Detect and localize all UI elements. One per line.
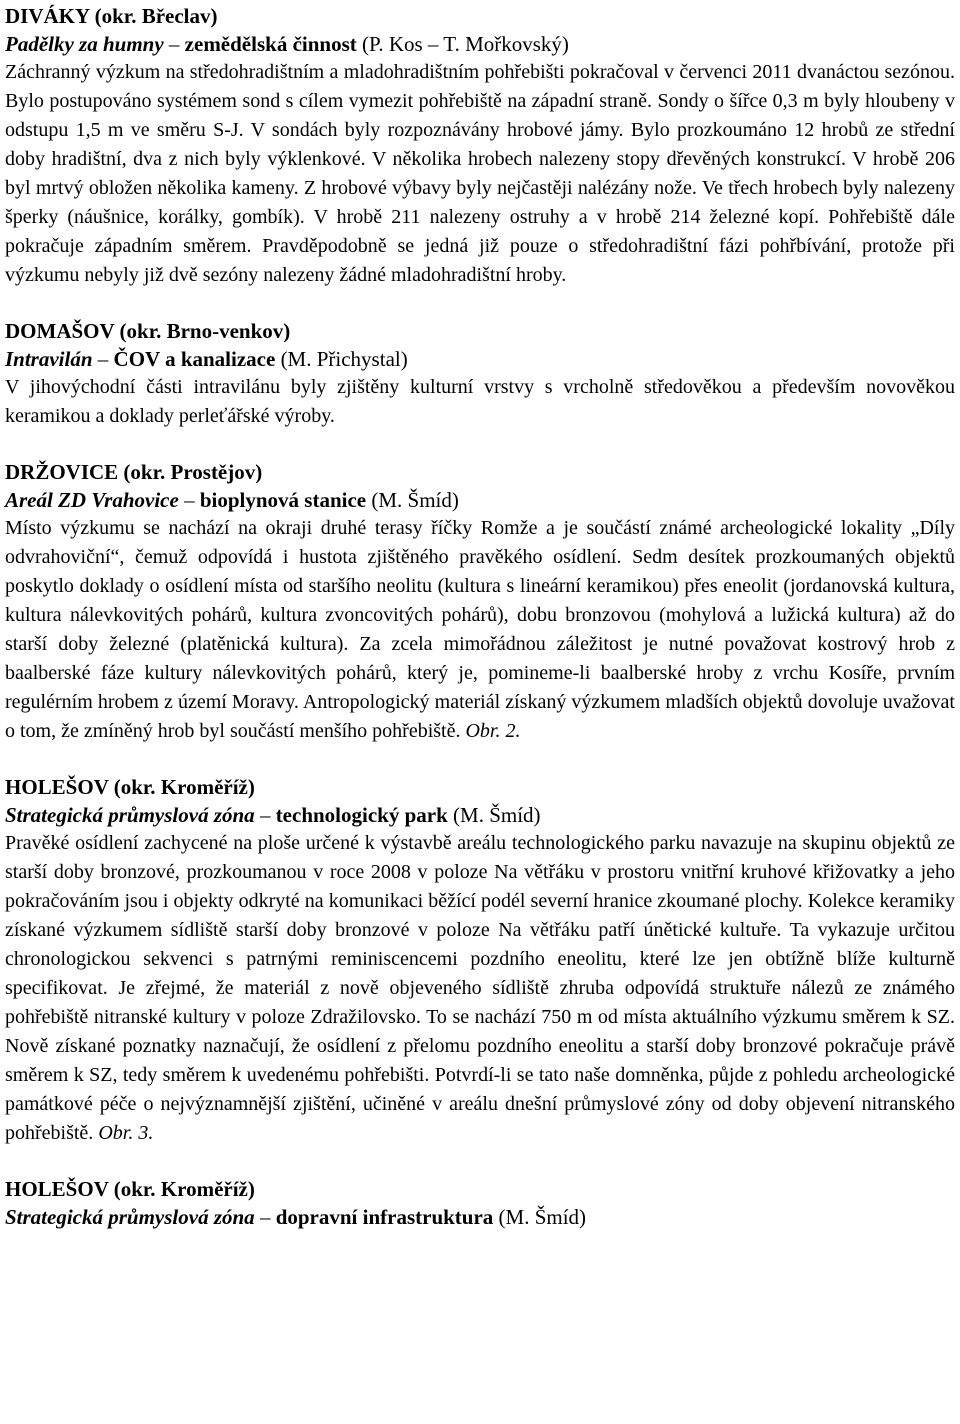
entry-site-line — [5, 30, 955, 58]
site-name: Areál ZD Vrahovice — [5, 488, 179, 512]
entry-site-line — [5, 1203, 955, 1231]
body-text: V jihovýchodní části intravilánu byly zjištěny kulturní vrstvy s vrcholně středověkou a především novověkou keramikou a doklady perleťářské výroby. — [5, 376, 955, 427]
entry-site-line — [5, 345, 955, 373]
entry-body — [5, 514, 955, 746]
dash: – — [92, 347, 114, 371]
action-name: technologický park — [275, 803, 448, 827]
entry-body — [5, 829, 955, 1148]
body-text: Pravěké osídlení zachycené na ploše určené k výstavbě areálu technologického parku navazuje na skupinu objektů ze starší doby bronzové, prozkoumanou v roce 2008 v poloze Na větřáku v prostoru vnitřní kruhové křižovatky a jeho pokračováním jsou i objekty odkryté na komunikaci běžící podél severní hranice zkoumané plochy. Kolekce keramiky získané výzkumem sídliště starší doby bronzové v poloze Na větřáku patří únětické kultuře. Ta vykazuje určitou chronologickou sekvenci s patrnými reminiscencemi pozdního eneolitu, které lze jen obtížně blíže kulturně specifikovat. Je zřejmé, že materiál z nově objeveného sídliště zhruba odpovídá struktuře nálezů ze známého pohřebiště nitranské kultury v poloze Zdražilovsko. To se nachází 750 m od místa aktuálního výzkumu směrem k SZ. Nově získané poznatky naznačují, že osídlení z přelomu pozdního eneolitu a starší doby bronzové pokračuje právě směrem k SZ, tedy směrem k uvedenému pohřebišti. Potvrdí-li se tato naše domněnka, půjde z pohledu archeologické památkové péče o nejvýznamnější zjištění, učiněné v areálu dnešní průmyslové zóny od doby objevení nitranského pohřebiště. — [5, 832, 955, 1144]
author: (M. Šmíd) — [493, 1205, 587, 1229]
site-name: Strategická průmyslová zóna — [5, 803, 255, 827]
entry-site-line — [5, 801, 955, 829]
dash: – — [163, 32, 185, 56]
entry-drzovice — [5, 458, 955, 746]
action-name: zemědělská činnost — [184, 32, 357, 56]
entry-place-heading: HOLEŠOV (okr. Kroměříž) — [5, 1177, 255, 1201]
entry-divaky — [5, 2, 955, 290]
entry-place-heading: HOLEŠOV (okr. Kroměříž) — [5, 775, 255, 799]
entry-place-heading: DIVÁKY (okr. Břeclav) — [5, 4, 218, 28]
site-name: Intravilán — [5, 347, 93, 371]
body-text: Místo výzkumu se nachází na okraji druhé terasy říčky Romže a je součástí známé archeologické lokality „Díly odvrahoviční“, čemuž odpovídá i hustota zjištěného pravěkého osídlení. Sedm desítek prozkoumaných objektů poskytlo doklady o osídlení místa od staršího neolitu (kultura s lineární keramikou) přes eneolit (jordanovská kultura, kultura nálevkovitých pohárů, kultura zvoncovitých pohárů), dobu bronzovou (mohylová a lužická kultura) až do starší doby železné (platěnická kultura). Za zcela mimořádnou záležitost je nutné považovat kostrový hrob z baalberské fáze kultury nálevkovitých pohárů, který je, pomineme-li baalberské hroby z vrchu Kosíře, prvním regulérním hrobem z území Moravy. Antropologický materiál získaný výzkumem mladších objektů dovoluje uvažovat o tom, že zmíněný hrob byl součástí menšího pohřebiště. — [5, 517, 955, 742]
site-name: Padělky za humny — [5, 32, 164, 56]
action-name: dopravní infrastruktura — [275, 1205, 494, 1229]
action-name: ČOV a kanalizace — [113, 347, 276, 371]
body-text: Záchranný výzkum na středohradištním a mladohradištním pohřebišti pokračoval v červenci 2011 dvanáctou sezónou. Bylo postupováno systémem sond s cílem vymezit pohřebiště na západní straně. Sondy o šířce 0,3 m byly hloubeny v odstupu 1,5 m ve směru S-J. V sondách byly rozpoznávány hrobové jámy. Bylo prozkoumáno 12 hrobů ze střední doby hradištní, dva z nich byly výklenkové. V několika hrobech nalezeny stopy dřevěných konstrukcí. V hrobě 206 byl mrtvý obložen několika kameny. Z hrobové výbavy byly nejčastěji nalézány nože. Ve třech hrobech byly nalezeny šperky (náušnice, korálky, gombík). V hrobě 211 nalezeny ostruhy a v hrobě 214 železné kopí. Pohřebiště dále pokračuje západním směrem. Pravděpodobně se jedná již pouze o středohradištní fázi pohřbívání, protože při výzkumu nebyly již dvě sezóny nalezeny žádné mladohradištní hroby. — [5, 61, 955, 286]
action-name: bioplynová stanice — [199, 488, 367, 512]
author: (M. Šmíd) — [447, 803, 541, 827]
entry-holesov-park — [5, 773, 955, 1148]
entry-site-line — [5, 486, 955, 514]
entry-holesov-infra — [5, 1175, 955, 1231]
author: (M. Šmíd) — [366, 488, 459, 512]
figure-reference: Obr. 2. — [465, 720, 521, 742]
figure-reference: Obr. 3. — [98, 1122, 154, 1144]
dash: – — [254, 1205, 276, 1229]
entry-body — [5, 373, 955, 431]
dash: – — [178, 488, 200, 512]
author: (P. Kos – T. Mořkovský) — [356, 32, 569, 56]
entry-body — [5, 58, 955, 290]
site-name: Strategická průmyslová zóna — [5, 1205, 255, 1229]
entry-domasov — [5, 317, 955, 431]
author: (M. Přichystal) — [275, 347, 408, 371]
dash: – — [254, 803, 276, 827]
entry-place-heading: DRŽOVICE (okr. Prostějov) — [5, 460, 263, 484]
entry-place-heading: DOMAŠOV (okr. Brno-venkov) — [5, 319, 291, 343]
